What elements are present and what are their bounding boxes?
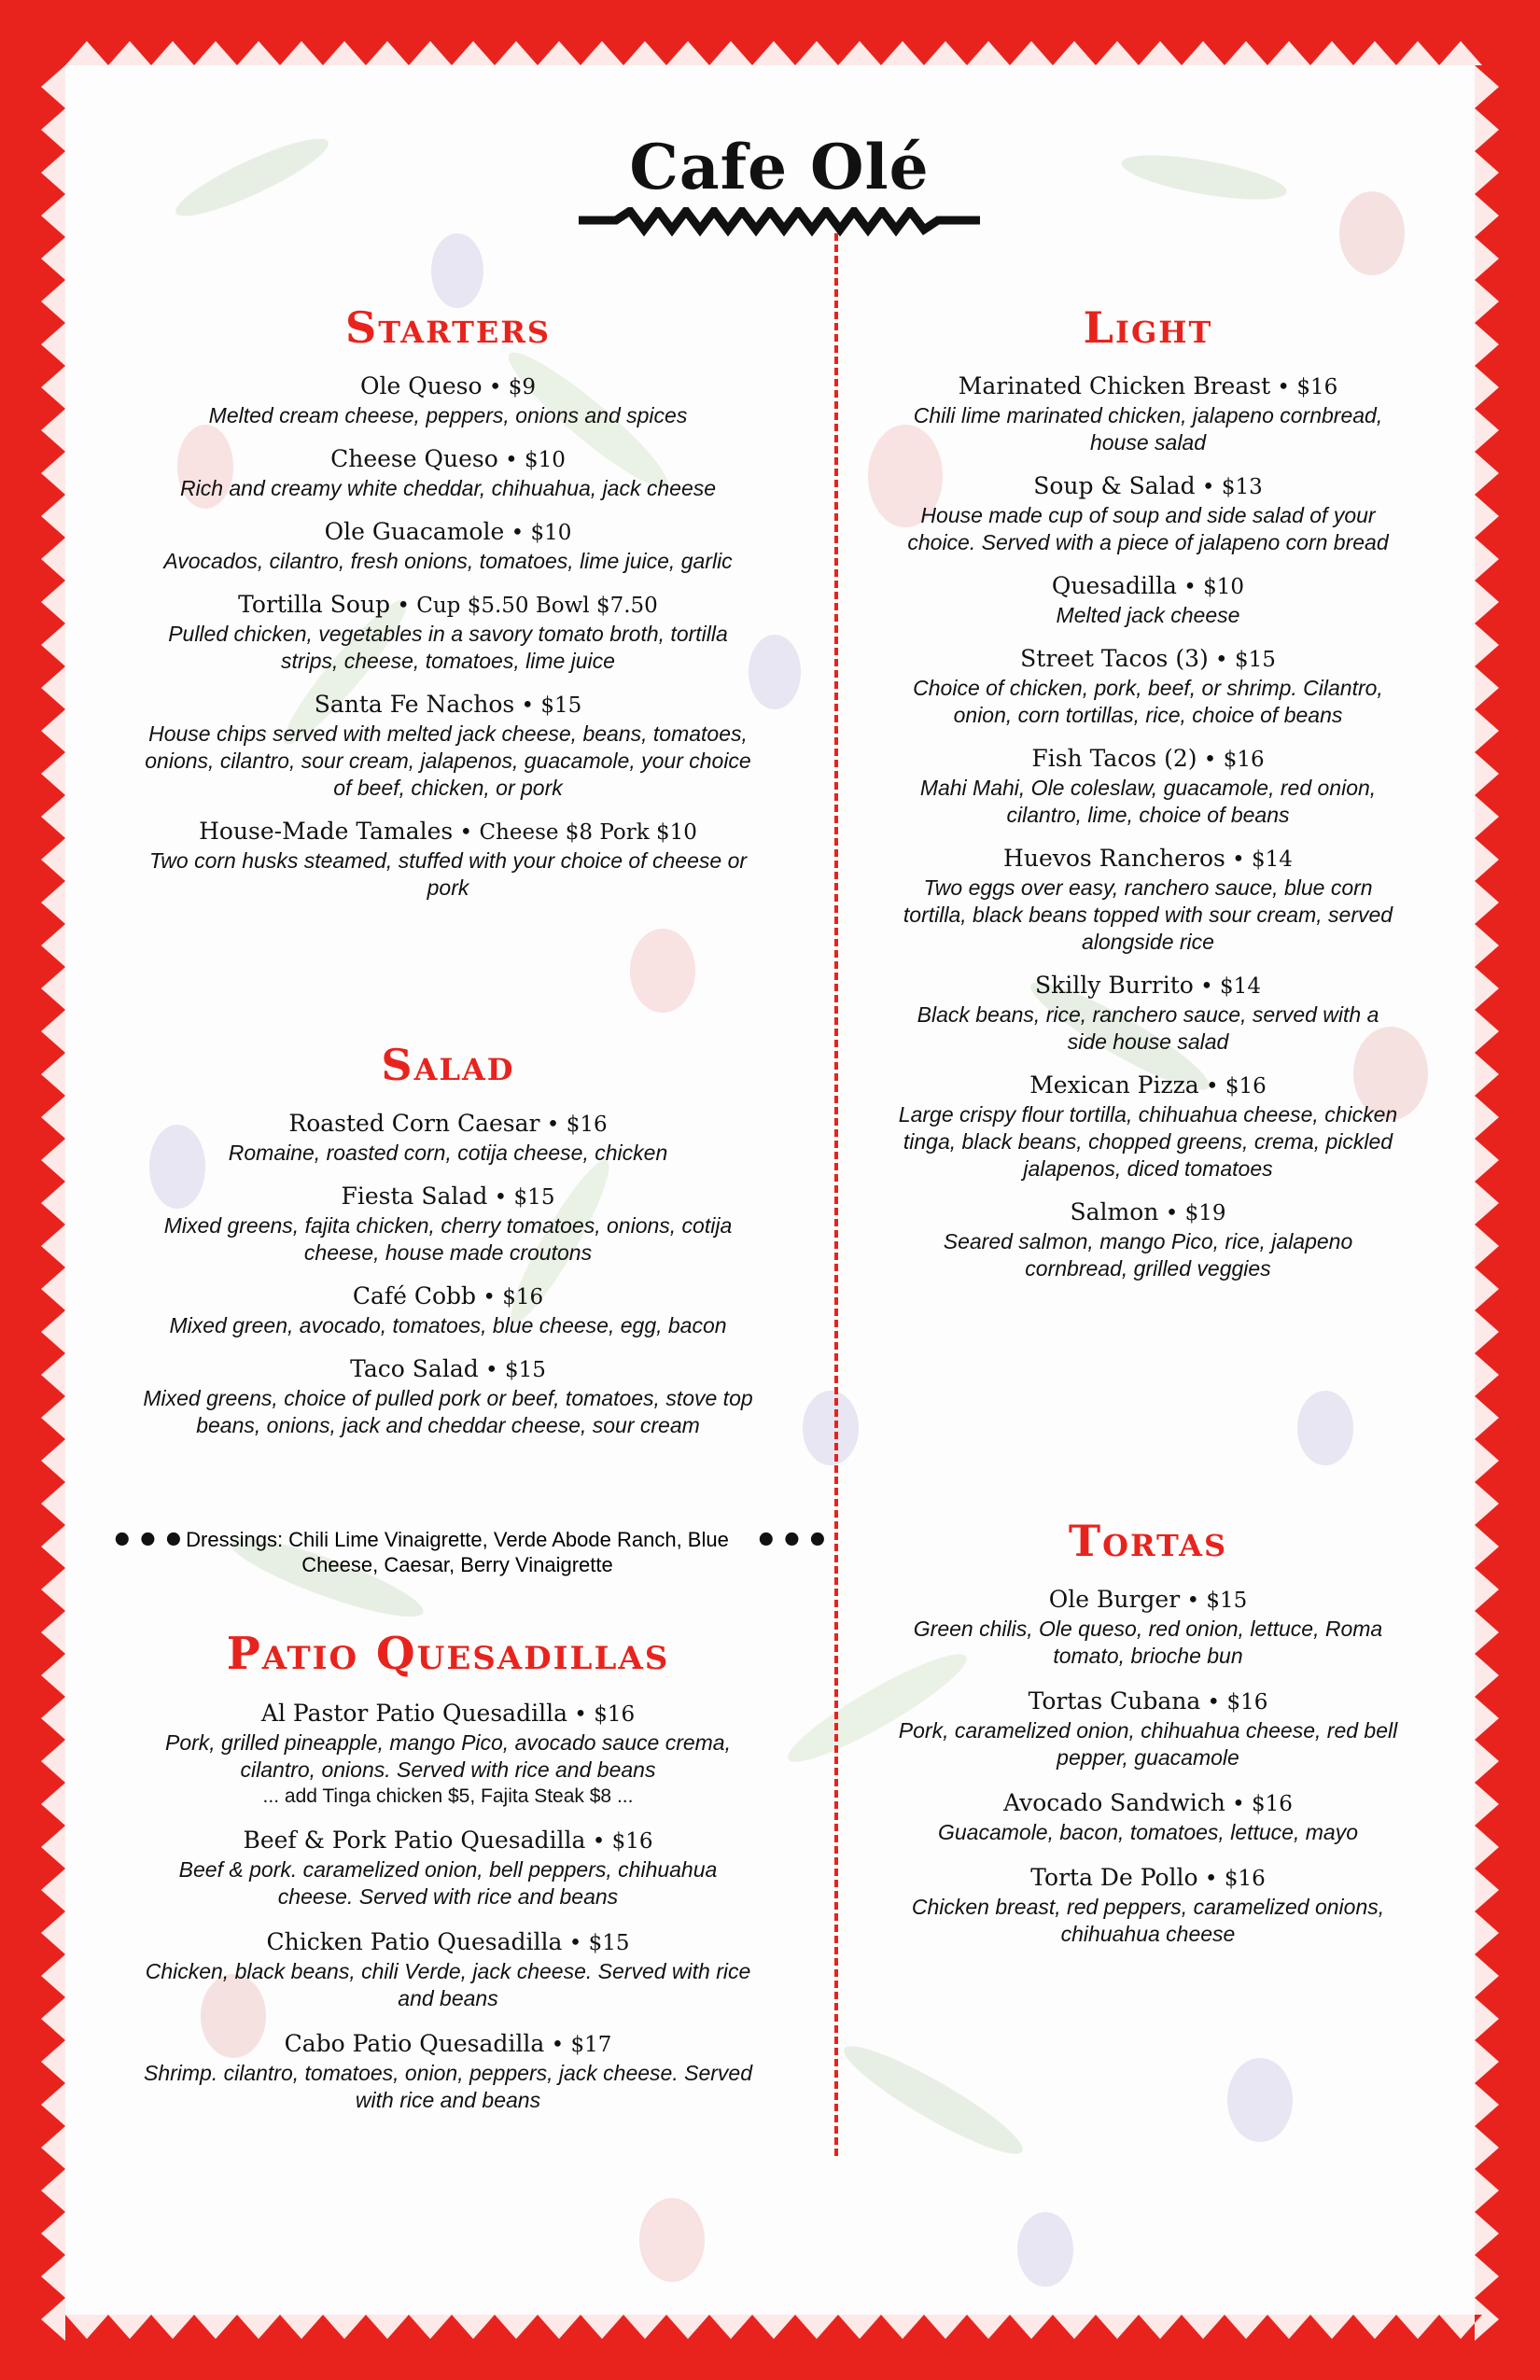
menu-item-title <box>896 744 1400 775</box>
menu-item-price: $15 <box>540 693 582 718</box>
menu-item-name: Ole Guacamole <box>324 518 505 545</box>
column-divider <box>834 233 838 2156</box>
menu-item-name: Roasted Corn Caesar <box>288 1110 540 1137</box>
price-separator: • <box>504 521 531 545</box>
price-separator: • <box>539 1113 567 1137</box>
menu-item <box>140 517 756 575</box>
section-title-light: Light <box>1083 302 1213 353</box>
starters-list <box>140 371 756 917</box>
menu-item-name: Avocado Sandwich <box>1003 1789 1225 1816</box>
menu-item-description: Black beans, rice, ranchero sauce, served with a side house salad <box>917 1002 1379 1054</box>
menu-item-title <box>896 1585 1400 1616</box>
menu-item-price: $16 <box>1296 375 1338 399</box>
menu-item-name: Salmon <box>1070 1198 1159 1225</box>
menu-item-title <box>140 1109 756 1140</box>
menu-item <box>140 371 756 429</box>
menu-item-name: Ole Queso <box>360 372 483 399</box>
price-separator: • <box>476 1285 503 1309</box>
light-list <box>896 371 1400 1297</box>
section-title-starters: Starters <box>344 302 552 353</box>
dots-left: ••• <box>110 1519 188 1562</box>
menu-item-title <box>140 690 756 721</box>
price-separator: • <box>482 375 509 399</box>
menu-item-name: Street Tacos (3) <box>1020 645 1209 672</box>
menu-item-title <box>140 1354 756 1385</box>
menu-item-title <box>896 844 1400 875</box>
price-separator: • <box>1208 648 1235 672</box>
menu-item-title <box>896 371 1400 402</box>
menu-item-name: Cheese Queso <box>330 445 498 472</box>
menu-item-name: Beef & Pork Patio Quesadilla <box>243 1827 586 1854</box>
tortas-section <box>896 1516 1400 1566</box>
salad-dressings-note: Dressings: Chili Lime Vinaigrette, Verde Abode Ranch, Blue Cheese, Caesar, Berry Vinaigrette <box>186 1528 729 1576</box>
menu-item-description: Mixed greens, choice of pulled pork or beef, tomatoes, stove top beans, onions, jack and cheddar cheese, sour cream <box>143 1386 753 1437</box>
menu-item-description: Green chilis, Ole queso, red onion, lettuce, Roma tomato, brioche bun <box>913 1617 1383 1668</box>
tortas-list <box>896 1585 1400 1965</box>
price-separator: • <box>1200 1690 1227 1715</box>
zigzag-logo-underline <box>579 207 980 239</box>
menu-item-description: Mixed green, avocado, tomatoes, blue cheese, egg, bacon <box>169 1313 727 1337</box>
menu-item-name: Café Cobb <box>352 1282 477 1309</box>
price-separator: • <box>1197 748 1224 772</box>
price-separator: • <box>1195 475 1222 499</box>
menu-item-title <box>140 1927 756 1958</box>
menu-item-price: $14 <box>1252 847 1293 872</box>
menu-item-name: Taco Salad <box>350 1355 479 1382</box>
menu-item-description: Choice of chicken, pork, beef, or shrimp. Cilantro, onion, corn tortillas, rice, choice of beans <box>913 676 1383 727</box>
menu-item <box>896 1687 1400 1771</box>
menu-item <box>896 571 1400 629</box>
menu-item <box>140 2029 756 2114</box>
menu-item-description: Rich and creamy white cheddar, chihuahua, jack cheese <box>179 476 717 500</box>
restaurant-name: Cafe Olé <box>629 131 930 203</box>
menu-item <box>896 371 1400 456</box>
menu-item-description: Two eggs over easy, ranchero sauce, blue corn tortilla, black beans topped with sour cream, served alongside rice <box>903 875 1393 954</box>
menu-item-title <box>140 2029 756 2060</box>
menu-item-title <box>140 1281 756 1312</box>
section-title-tortas: Tortas <box>1068 1516 1228 1566</box>
patio-list <box>140 1699 756 2131</box>
price-separator: • <box>1180 1589 1207 1613</box>
menu-item-title <box>140 590 756 621</box>
menu-item-price: $19 <box>1184 1201 1226 1225</box>
menu-item <box>896 471 1400 556</box>
price-separator: • <box>1197 1867 1225 1891</box>
menu-item-title <box>896 1863 1400 1894</box>
menu-item <box>140 590 756 675</box>
menu-item-description: Pork, caramelized onion, chihuahua cheese, red bell pepper, guacamole <box>898 1718 1398 1770</box>
menu-item-price: $17 <box>570 2033 612 2057</box>
menu-item-name: Al Pastor Patio Quesadilla <box>260 1700 567 1727</box>
menu-item <box>140 817 756 902</box>
dots-right: ••• <box>754 1519 832 1562</box>
menu-item-name: Tortas Cubana <box>1028 1687 1201 1715</box>
menu-item-price: $16 <box>611 1829 653 1854</box>
menu-item-price: $9 <box>508 375 536 399</box>
menu-item <box>896 644 1400 729</box>
menu-item-title <box>896 571 1400 602</box>
menu-item-description: Mahi Mahi, Ole coleslaw, guacamole, red onion, cilantro, lime, choice of beans <box>919 776 1377 827</box>
menu-item-price: $15 <box>504 1358 546 1382</box>
price-separator: • <box>1198 1074 1225 1099</box>
menu-item-name: Soup & Salad <box>1033 472 1196 499</box>
menu-item-name: Skilly Burrito <box>1035 972 1194 999</box>
menu-item-description: Chicken breast, red peppers, caramelized onions, chihuahua cheese <box>911 1895 1385 1946</box>
menu-item-title <box>140 1182 756 1212</box>
menu-item-name: Mexican Pizza <box>1029 1071 1199 1099</box>
menu-item-name: Marinated Chicken Breast <box>958 372 1271 399</box>
menu-item-name: Fiesta Salad <box>341 1183 488 1210</box>
menu-item-description: House chips served with melted jack cheese, beans, tomatoes, onions, cilantro, sour cream, jalapenos, guacamole, your choice of beef, chicken, or pork <box>145 721 751 800</box>
price-separator: • <box>453 820 480 845</box>
restaurant-logo <box>560 131 999 243</box>
menu-item-title <box>140 371 756 402</box>
price-separator: • <box>1158 1201 1185 1225</box>
menu-item-price: $14 <box>1220 974 1261 999</box>
menu-item-price: $16 <box>566 1113 608 1137</box>
menu-item-name: Tortilla Soup <box>238 591 391 618</box>
menu-item-price: $15 <box>513 1185 555 1210</box>
price-separator: • <box>1225 847 1253 872</box>
menu-item <box>896 971 1400 1056</box>
menu-item-name: Chicken Patio Quesadilla <box>266 1928 563 1955</box>
section-title-salad: Salad <box>381 1040 515 1090</box>
menu-item <box>896 1863 1400 1948</box>
menu-item-price: $16 <box>502 1285 544 1309</box>
menu-item-price: $15 <box>588 1931 630 1955</box>
menu-item <box>140 444 756 502</box>
menu-item-title <box>896 1197 1400 1228</box>
menu-item-title <box>896 471 1400 502</box>
price-separator: • <box>487 1185 514 1210</box>
price-separator: • <box>562 1931 589 1955</box>
salad-section <box>140 1040 756 1090</box>
price-separator: • <box>1176 575 1204 599</box>
price-separator: • <box>390 594 417 618</box>
menu-item <box>896 1071 1400 1183</box>
menu-item-title <box>140 1699 756 1729</box>
salad-list <box>140 1109 756 1454</box>
menu-item-title <box>140 1826 756 1856</box>
menu-item-description: Guacamole, bacon, tomatoes, lettuce, mayo <box>937 1820 1359 1844</box>
menu-item <box>896 1788 1400 1846</box>
menu-item-price: Cup $5.50 Bowl $7.50 <box>416 594 658 618</box>
menu-item-title <box>140 817 756 847</box>
menu-item <box>896 844 1400 956</box>
menu-item-price: Cheese $8 Pork $10 <box>479 820 697 845</box>
price-separator: • <box>585 1829 612 1854</box>
menu-item-price: $16 <box>1223 748 1265 772</box>
menu-item-name: Fish Tacos (2) <box>1031 745 1197 772</box>
menu-item-name: House-Made Tamales <box>199 818 454 845</box>
menu-item-description: Melted cream cheese, peppers, onions and spices <box>208 403 688 427</box>
menu-item-title <box>140 444 756 475</box>
price-separator: • <box>514 693 541 718</box>
menu-item-description: Avocados, cilantro, fresh onions, tomatoes, lime juice, garlic <box>163 549 733 573</box>
menu-item <box>896 744 1400 829</box>
menu-item-description: Pulled chicken, vegetables in a savory tomato broth, tortilla strips, cheese, tomatoes, lime juice <box>168 622 728 673</box>
price-separator: • <box>1193 974 1221 999</box>
menu-item-price: $16 <box>1226 1690 1268 1715</box>
menu-item-price: $16 <box>1224 1867 1266 1891</box>
menu-item <box>896 1585 1400 1670</box>
menu-item-price: $15 <box>1206 1589 1248 1613</box>
menu-item-name: Santa Fe Nachos <box>314 691 515 718</box>
menu-item-price: $10 <box>524 448 566 472</box>
menu-item-addon-note: ... add Tinga chicken $5, Fajita Steak $8 ... <box>262 1785 634 1807</box>
menu-item <box>140 1826 756 1911</box>
menu-item <box>140 1281 756 1339</box>
menu-item-price: $10 <box>530 521 572 545</box>
menu-item <box>140 1354 756 1439</box>
menu-item-description: Melted jack cheese <box>1056 603 1240 627</box>
menu-item-price: $16 <box>1252 1792 1293 1816</box>
menu-item-description: Chili lime marinated chicken, jalapeno cornbread, house salad <box>913 403 1383 455</box>
menu-item-title <box>896 1687 1400 1717</box>
price-separator: • <box>1225 1792 1253 1816</box>
section-title-patio-quesadillas: Patio Quesadillas <box>226 1628 670 1680</box>
menu-item-price: $16 <box>1225 1074 1267 1099</box>
patio-section <box>140 1628 756 1680</box>
menu-item <box>140 1109 756 1167</box>
menu-item-title <box>140 517 756 548</box>
menu-item-price: $16 <box>594 1702 636 1727</box>
menu-item-description: Large crispy flour tortilla, chihuahua cheese, chicken tinga, black beans, chopped greens, crema, pickled jalapenos, diced tomatoes <box>898 1102 1398 1181</box>
menu-item-description: Seared salmon, mango Pico, rice, jalapeno cornbread, grilled veggies <box>943 1229 1353 1281</box>
light-section <box>896 302 1400 353</box>
menu-item-title <box>896 1788 1400 1819</box>
menu-item <box>140 690 756 802</box>
menu-item <box>140 1699 756 1809</box>
menu-item-description: House made cup of soup and side salad of your choice. Served with a piece of jalapeno corn bread <box>907 503 1389 554</box>
menu-item-title <box>896 1071 1400 1101</box>
menu-item-description: Chicken, black beans, chili Verde, jack cheese. Served with rice and beans <box>145 1959 751 2010</box>
price-separator: • <box>567 1702 595 1727</box>
menu-item-description: Pork, grilled pineapple, mango Pico, avocado sauce crema, cilantro, onions. Served with rice and beans <box>164 1730 731 1782</box>
menu-item <box>140 1182 756 1267</box>
menu-item <box>140 1927 756 2012</box>
menu-item-price: $13 <box>1221 475 1263 499</box>
menu-item-name: Ole Burger <box>1048 1586 1181 1613</box>
menu-item-description: Mixed greens, fajita chicken, cherry tomatoes, onions, cotija cheese, house made croutons <box>163 1213 733 1265</box>
menu-item-description: Romaine, roasted corn, cotija cheese, chicken <box>228 1141 668 1165</box>
menu-item-name: Huevos Rancheros <box>1003 845 1225 872</box>
price-separator: • <box>497 448 525 472</box>
menu-item-description: Two corn husks steamed, stuffed with your choice of cheese or pork <box>148 848 748 900</box>
price-separator: • <box>1270 375 1297 399</box>
menu-item-description: Beef & pork. caramelized onion, bell peppers, chihuahua cheese. Served with rice and beans <box>178 1857 718 1909</box>
menu-item-name: Torta De Pollo <box>1030 1864 1198 1891</box>
menu-item-price: $15 <box>1234 648 1276 672</box>
menu-item-name: Quesadilla <box>1051 572 1177 599</box>
menu-item-name: Cabo Patio Quesadilla <box>284 2030 545 2057</box>
price-separator: • <box>544 2033 571 2057</box>
menu-item-title <box>896 971 1400 1001</box>
price-separator: • <box>478 1358 505 1382</box>
menu-item <box>896 1197 1400 1282</box>
starters-section <box>140 302 756 353</box>
menu-item-price: $10 <box>1203 575 1245 599</box>
menu-item-title <box>896 644 1400 675</box>
menu-item-description: Shrimp. cilantro, tomatoes, onion, peppers, jack cheese. Served with rice and beans <box>143 2061 752 2112</box>
